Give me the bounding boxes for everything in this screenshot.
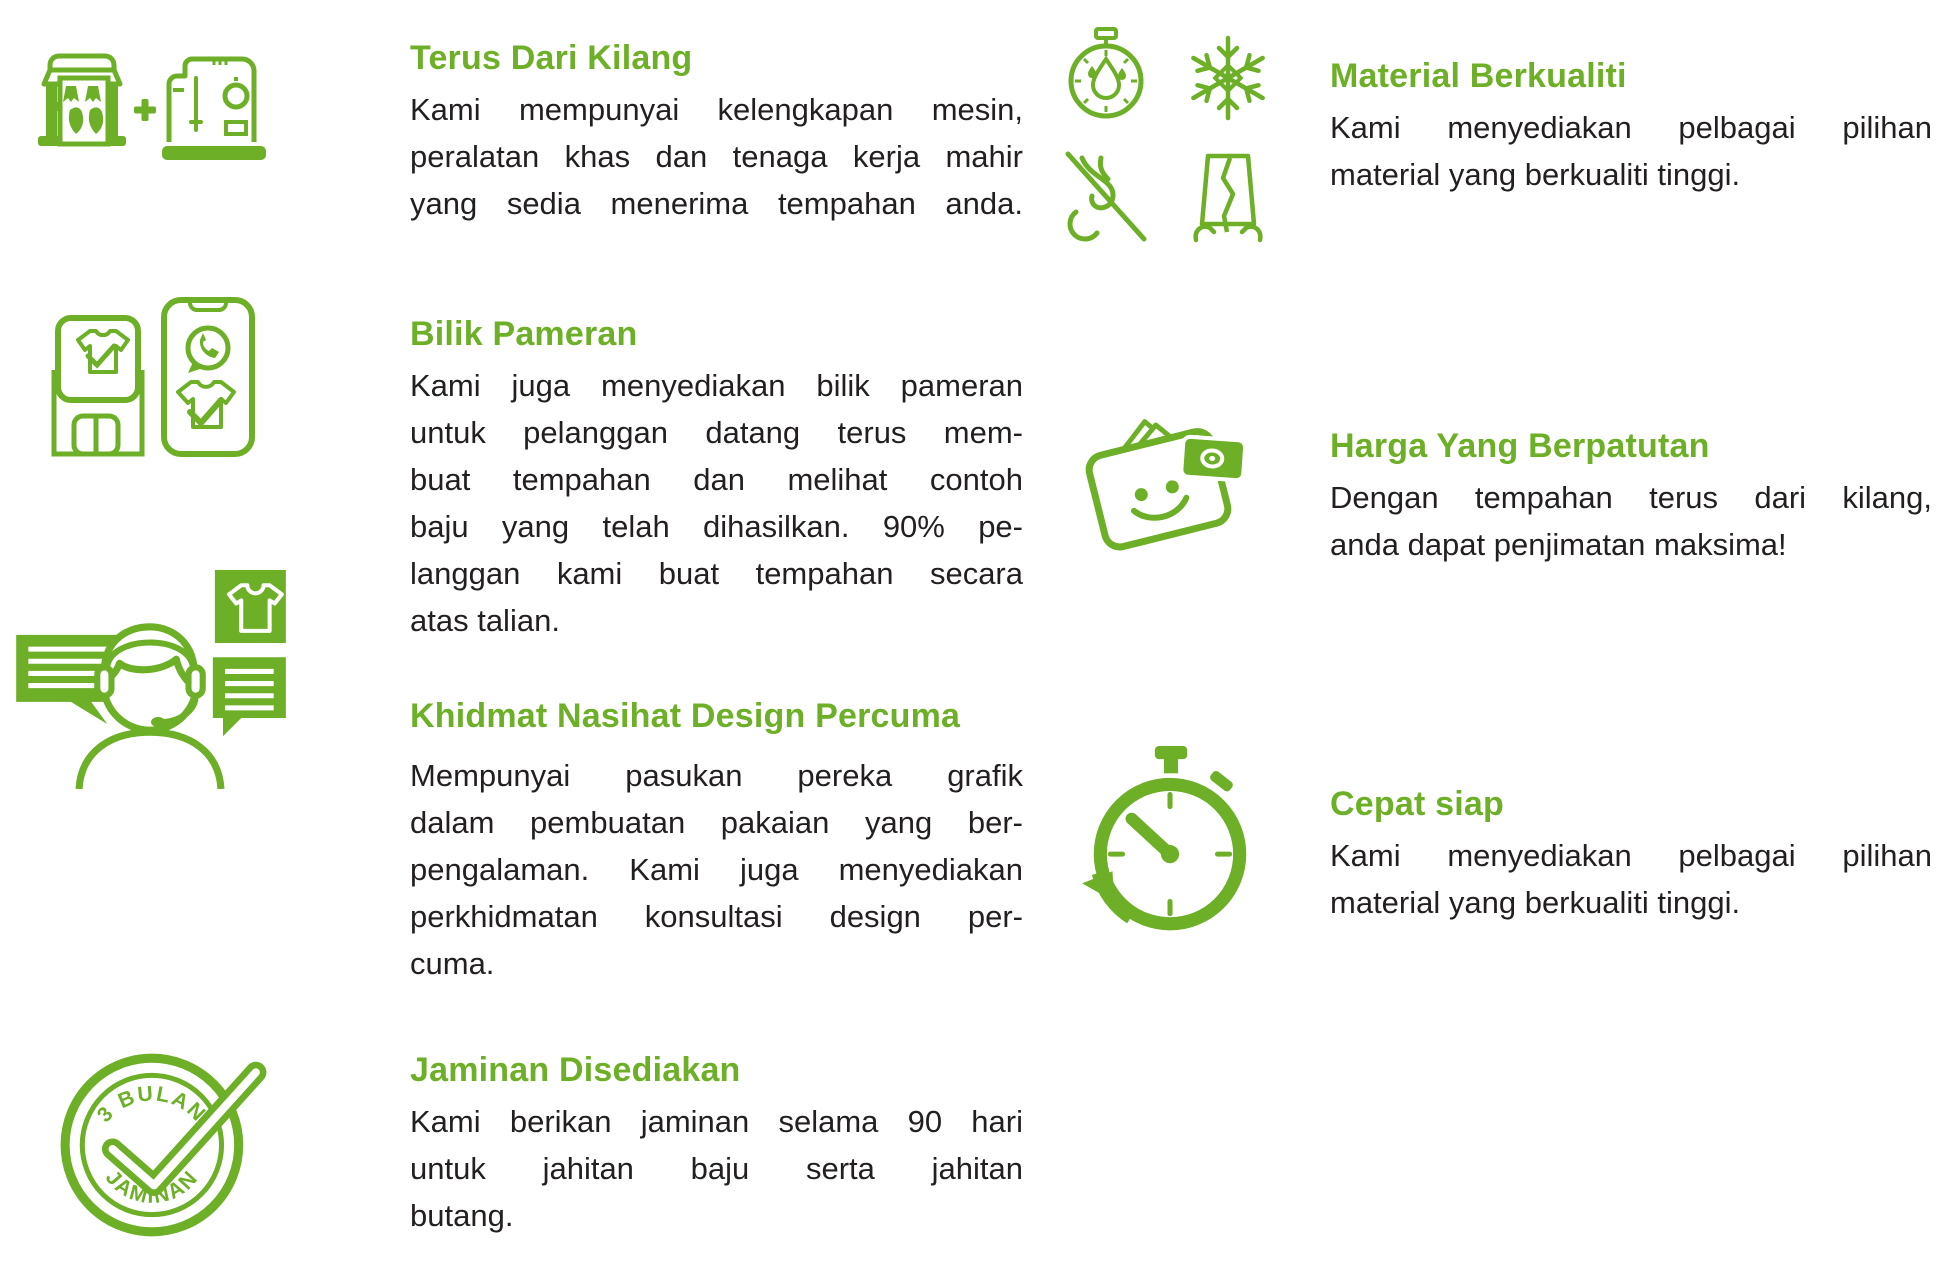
feature-terus-dari-kilang	[410, 36, 1023, 227]
quick-dry-timer-icon	[1056, 26, 1156, 126]
tshirt-tile-icon	[215, 570, 286, 643]
feature-body	[410, 86, 1023, 227]
body-line: baju yang telah dihasilkan. 90% pe-	[410, 509, 1023, 544]
feature-bilik-pameran	[410, 312, 1023, 644]
badge-bottom-text: JAMINAN	[100, 1165, 204, 1209]
body-line: Kami berikan jaminan selama 90 hari	[410, 1104, 1023, 1139]
feature-heading: Terus Dari Kilang	[410, 39, 693, 77]
feature-material-berkualiti	[1330, 54, 1932, 198]
body-line: dalam pembuatan pakaian yang ber-	[410, 805, 1023, 840]
feature-body	[1330, 474, 1932, 568]
body-line: untuk pelanggan datang terus mem-	[410, 415, 1023, 450]
snowflake-icon	[1178, 26, 1278, 126]
sewing-machine-icon	[162, 59, 266, 160]
3-month-guarantee-badge-icon	[56, 1034, 268, 1254]
feature-heading: Jaminan Disediakan	[410, 1051, 741, 1089]
no-pilling-icon	[1056, 146, 1156, 246]
feature-heading: Material Berkualiti	[1330, 57, 1627, 95]
body-line: Mempunyai pasukan pereka grafik	[410, 758, 1023, 793]
feature-heading: Khidmat Nasihat Design Percuma	[410, 697, 961, 735]
feature-cepat-siap	[1330, 782, 1932, 926]
body-line: cuma.	[410, 946, 495, 981]
badge-top-text: 3 BULAN	[92, 1082, 211, 1127]
body-line: material yang berkualiti tinggi.	[1330, 157, 1741, 192]
stretch-fabric-icon	[1178, 146, 1278, 246]
material-quality-icons	[1056, 26, 1278, 246]
smartphone-icon	[164, 300, 252, 454]
body-line: anda dapat penjimatan maksima!	[1330, 527, 1787, 562]
body-line: peralatan khas dan tenaga kerja mahir	[410, 139, 1023, 174]
feature-heading: Cepat siap	[1330, 785, 1504, 823]
feature-body	[410, 1098, 1023, 1239]
showroom-and-whatsapp-phone-icon	[44, 296, 256, 458]
smiley-wallet-icon	[1066, 400, 1266, 576]
showroom-store-icon	[54, 318, 142, 454]
feature-body	[1330, 104, 1932, 198]
body-line: Kami mempunyai kelengkapan mesin,	[410, 92, 1023, 127]
body-line: yang sedia menerima tempahan anda.	[410, 186, 1023, 221]
speech-bubble-right-icon	[213, 657, 286, 736]
design-consultant-headset-icon	[12, 568, 288, 789]
body-line: buat tempahan dan melihat contoh	[410, 462, 1023, 497]
body-line: atas talian.	[410, 603, 560, 638]
feature-heading: Harga Yang Berpatutan	[1330, 427, 1710, 465]
plotter-printer-icon	[38, 56, 126, 146]
plus-glyph	[134, 99, 156, 121]
body-line: untuk jahitan baju serta jahitan	[410, 1151, 1023, 1186]
body-line: Kami juga menyediakan bilik pameran	[410, 368, 1023, 403]
feature-jaminan-disediakan	[410, 1048, 1023, 1239]
feature-harga-yang-berpatutan	[1330, 424, 1932, 568]
body-line: Dengan tempahan terus dari kilang,	[1330, 480, 1932, 515]
feature-heading: Bilik Pameran	[410, 315, 638, 353]
fast-stopwatch-icon	[1068, 742, 1270, 944]
feature-khidmat-nasihat-design-percuma	[410, 694, 1023, 987]
credit-card-icon	[1181, 436, 1246, 480]
feature-body	[1330, 832, 1932, 926]
body-line: butang.	[410, 1198, 514, 1233]
body-line: perkhidmatan konsultasi design per-	[410, 899, 1023, 934]
body-line: material yang berkualiti tinggi.	[1330, 885, 1741, 920]
body-line: langgan kami buat tempahan secara	[410, 556, 1023, 591]
feature-body	[410, 362, 1023, 644]
body-line: Kami menyediakan pelbagai pilihan	[1330, 838, 1932, 873]
printer-and-sewing-machine-icon	[30, 48, 270, 168]
body-line: pengalaman. Kami juga menyediakan	[410, 852, 1023, 887]
body-line: Kami menyediakan pelbagai pilihan	[1330, 110, 1932, 145]
feature-body	[410, 752, 1023, 987]
